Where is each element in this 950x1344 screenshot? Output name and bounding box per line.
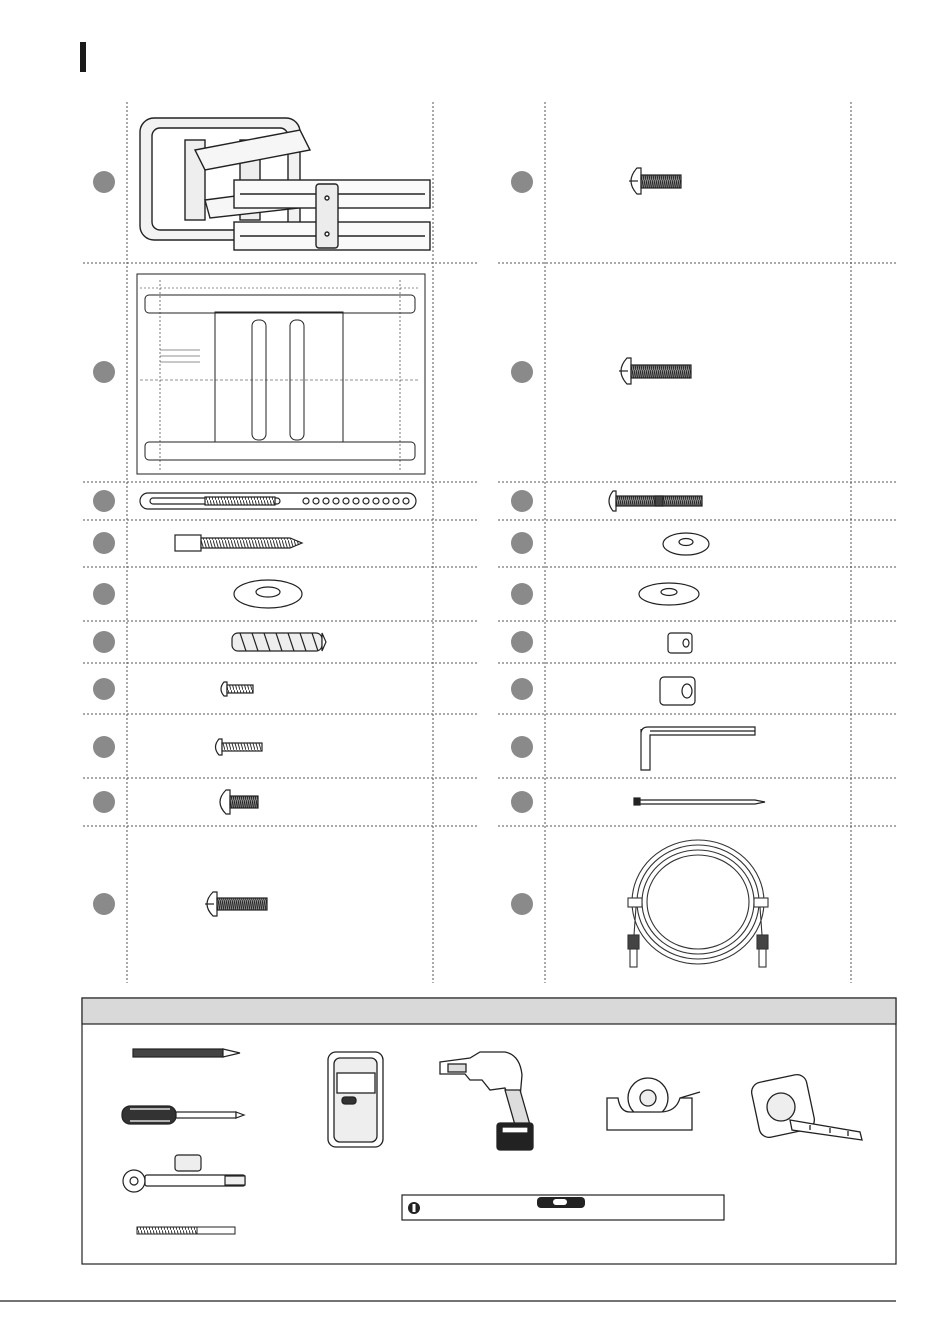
row-marker [93,678,115,700]
spacer-icon [668,633,692,653]
row-marker [93,893,115,915]
row-marker [511,171,533,193]
lag-bolt-icon [175,535,302,551]
tv-mount-assembly-icon [140,118,430,250]
row-marker [511,736,533,758]
mushroom-head-screw-icon [629,168,681,194]
slotted-bracket-icon [140,493,416,509]
paper-template-icon [137,274,425,474]
row-marker [511,631,533,653]
extra-long-screw-icon [609,491,702,511]
allen-wrench-icon [641,727,755,770]
washer-icon [639,583,699,605]
drill-bit-icon [137,1227,235,1234]
mushroom-head-screw-icon [220,790,258,814]
level-note-box [402,1195,724,1220]
row-marker [511,678,533,700]
spacer-icon [660,677,695,705]
section-heading-bar [80,42,86,72]
row-marker [93,171,115,193]
long-thin-screw-icon [216,739,263,755]
row-marker [511,583,533,605]
row-marker [93,532,115,554]
row-marker [511,361,533,383]
row-marker [93,736,115,758]
coiled-cable-icon [628,840,768,967]
row-marker [511,893,533,915]
row-marker [93,361,115,383]
tools-header-band [82,998,896,1024]
level-icon [537,1197,585,1208]
row-marker [93,791,115,813]
pencil-icon [133,1049,240,1057]
row-marker [511,791,533,813]
washer-icon [234,580,302,608]
row-marker [93,490,115,512]
washer-icon [663,533,709,555]
row-marker [93,631,115,653]
row-marker [93,583,115,605]
zip-tie-icon [634,798,765,805]
stud-finder-icon [328,1052,383,1147]
wall-anchor-icon [232,633,326,651]
row-marker [511,490,533,512]
row-marker [511,532,533,554]
small-screw-icon [221,682,253,696]
long-screw-icon [205,892,267,916]
long-screw-icon [619,358,691,384]
